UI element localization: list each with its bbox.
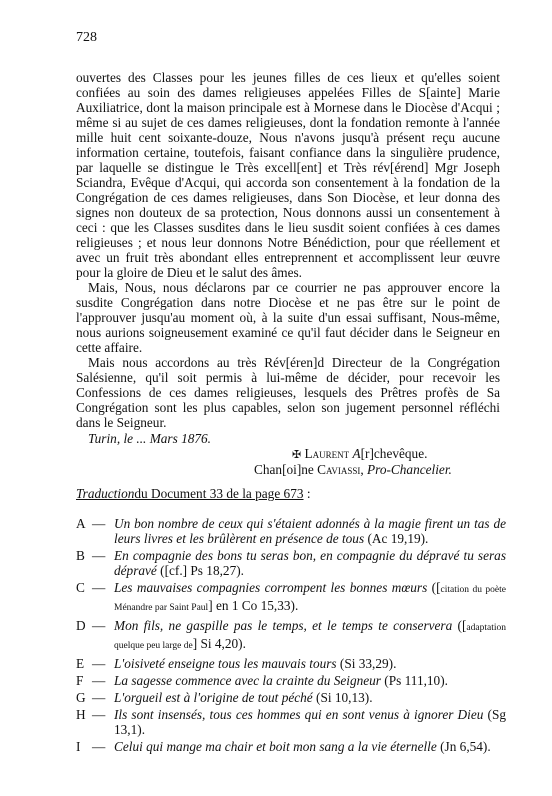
page-number: 728 — [76, 30, 97, 45]
chancellor-title: Pro-Chancelier. — [367, 462, 452, 477]
list-item: E — L'oisiveté enseigne tous les mauvais tours (Si 33,29). — [76, 656, 397, 671]
list-item: F — La sagesse commence avec la crainte du Seigneur (Ps 111,10). — [76, 673, 448, 688]
paragraph-2: Mais, Nous, nous déclarons par ce courrier ne pas approuver encore la susdite Congrégation dans notre Diocèse et ne pas être sur le point de l'approuver jusqu'au moment où, à la suite d'un essai suffisant, Nous-même, nous aurions soigneusement examiné ce qu'il faut décider dans le Seigneur en cette affaire. — [76, 280, 500, 355]
paragraph-1: ouvertes des Classes pour les jeunes filles de ces lieux et qu'elles soient confiées au soin des dames religieuses appelées Filles de S[ainte] Marie Auxiliatrice, dont la maison principale est à Mornese dans le Diocèse d'Acqui ; même si au sujet de ces dames religieuses, dont la fondation remonte à l'année mille huit cent soixante-douze, Nous n'avons jusqu'à présent reçu aucune information certaine, toutefois, faisant confiance dans la singulière prudence, par laquelle se distingue le Très excell[ent] et Très rév[érend] Mgr Joseph Sciandra, Evêque d'Acqui, qui accorda son consentement à la fondation de la Congrégation de ces dames religieuses, dans Son Diocèse, et leur donna des signes non douteux de sa protection, Nous donnons aussi un consentement à ceci : que les Classes susdites dans le lieu susdit soient confiées à ces dames religieuses ; et nous leur donnons Notre Bénédiction, pour que réellement et avec un fruit très abondant elles entreprennent et accomplissent leur œuvre pour la gloire de Dieu et le salut des âmes. — [76, 70, 500, 280]
paragraph-3: Mais nous accordons au très Rév[éren]d Directeur de la Congrégation Salésienne, qu'il soit permis à lui-même de décider, pour recevoir les Confessions de ces dames religieuses, lesquels des Prêtres profès de Sa Congrégation sont les plus capables, selon son jugement personnel réfléchi dans le Seigneur. — [76, 355, 500, 430]
signature-chancellor — [76, 462, 500, 477]
signatory-title: [r]chevêque. — [360, 446, 428, 461]
list-item: B — En compagnie des bons tu seras bon, en compagnie du dépravé tu seras dépravé ([cf.] Ps 18,27). — [76, 548, 506, 578]
list-item: A — Un bon nombre de ceux qui s'étaient adonnés à la magie firent un tas de leurs livres et les brûlèrent en présence de tous (Ac 19,19). — [76, 516, 506, 546]
signatory-name: Laurent — [304, 446, 350, 461]
list-item: G — L'orgueil est à l'origine de tout péché (Si 10,13). — [76, 690, 373, 705]
dateline: Turin, le ... Mars 1876. — [88, 431, 212, 446]
chancellor-name: Caviassi, — [317, 462, 364, 477]
chancellor-prefix: Chan[oi]ne — [254, 462, 314, 477]
list-item: H — Ils sont insensés, tous ces hommes qui en sont venus à ignorer Dieu (Sg 13,1). — [76, 707, 507, 737]
decree-body — [76, 70, 500, 477]
cross-icon: ✠ — [292, 448, 302, 461]
translation-heading: Traductiondu Document 33 de la page 673 : — [76, 486, 311, 501]
translation-list — [76, 516, 506, 756]
list-item: I — Celui qui mange ma chair et boit mon sang a la vie éternelle (Jn 6,54). — [76, 739, 491, 754]
list-item: D — Mon fils, ne gaspille pas le temps, et le temps te conservera ([adaptation quelque peu large de] Si 4,20). — [76, 618, 506, 651]
list-item: C — Les mauvaises compagnies corrompent les bonnes mœurs ([citation du poète Ménandre par Saint Paul] en 1 Co 15,33). — [76, 580, 506, 613]
signature-archbishop — [76, 446, 500, 462]
signatory-title-initial: A — [352, 446, 361, 461]
